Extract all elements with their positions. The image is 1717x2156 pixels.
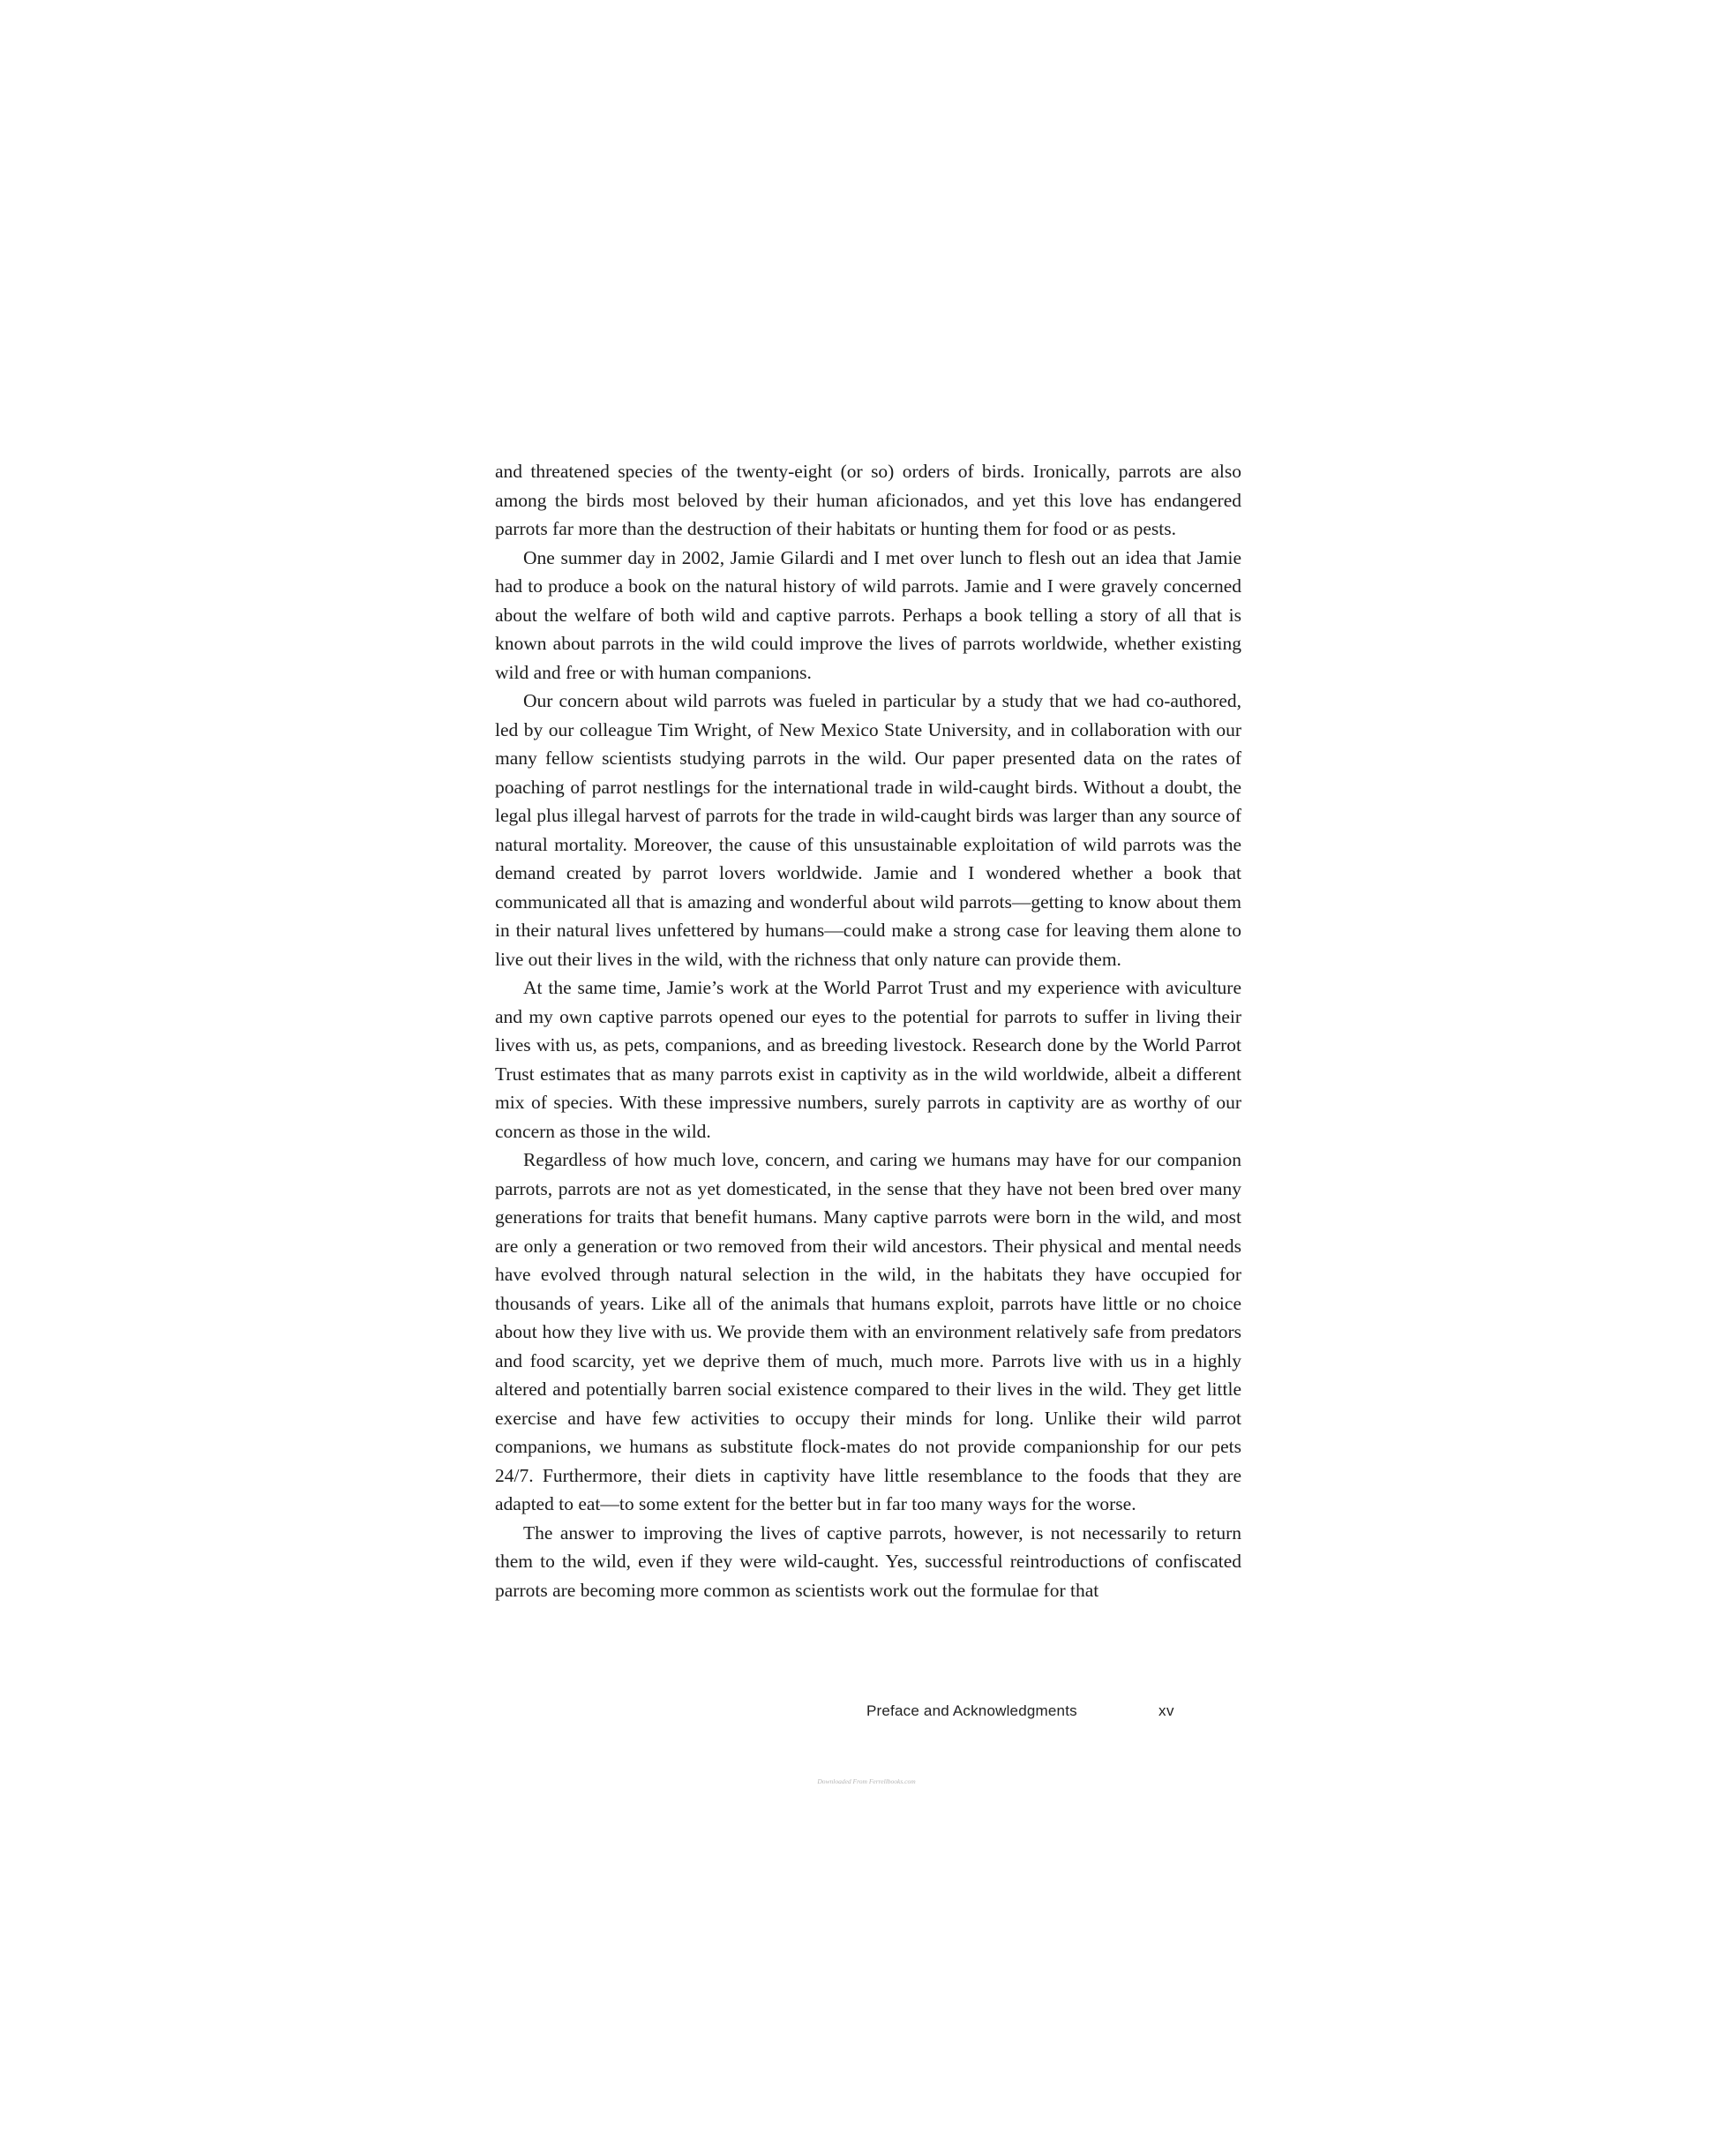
page-number: xv [1158, 1702, 1174, 1719]
download-watermark: Downloaded From Ferrellbooks.com [817, 1777, 916, 1785]
paragraph: At the same time, Jamie’s work at the World Parrot Trust and my experience with aviculture and my own captive parrots opened our eyes to the potential for parrots to suffer in living their lives with us, as pets, companions, and as breeding livestock. Research done by the World Parrot Trust estimates that as many parrots exist in captivity as in the wild worldwide, albeit a different mix of species. With these impressive numbers, surely parrots in captivity are as worthy of our concern as those in the wild. [495, 977, 1241, 1142]
paragraph: Our concern about wild parrots was fueled in particular by a study that we had co-authored, led by our colleague Tim Wright, of New Mexico State University, and in collaboration with our many fellow scientists studying parrots in the wild. Our paper presented data on the rates of poaching of parrot nestlings for the international trade in wild-caught birds. Without a doubt, the legal plus illegal harvest of parrots for the trade in wild-caught birds was larger than any source of natural mortality. Moreover, the cause of this unsustainable exploitation of wild parrots was the demand created by parrot lovers worldwide. Jamie and I wondered whether a book that communicated all that is amazing and wonderful about wild parrots—getting to know about them in their natural lives unfettered by humans—could make a strong case for leaving them alone to live out their lives in the wild, with the richness that only nature can provide them. [495, 690, 1241, 970]
paragraph: Regardless of how much love, concern, and caring we humans may have for our companion parrots, parrots are not as yet domesticated, in the sense that they have not been bred over many generations for traits that benefit humans. Many captive parrots were born in the wild, and most are only a generation or two removed from their wild ancestors. Their physical and mental needs have evolved through natural selection in the wild, in the habitats they have occupied for thousands of years. Like all of the animals that humans exploit, parrots have little or no choice about how they live with us. We provide them with an environment relatively safe from predators and food scarcity, yet we deprive them of much, much more. Parrots live with us in a highly altered and potentially barren social existence compared to their lives in the wild. They get little exercise and have few activities to occupy their minds for long. Unlike their wild parrot companions, we humans as substitute flock-mates do not provide companionship for our pets 24/7. Furthermore, their diets in captivity have little resemblance to the foods that they are adapted to eat—to some extent for the better but in far too many ways for the worse. [495, 1149, 1241, 1514]
paragraph: One summer day in 2002, Jamie Gilardi and I met over lunch to flesh out an idea that Jamie had to produce a book on the natural history of wild parrots. Jamie and I were gravely concerned about the welfare of both wild and captive parrots. Perhaps a book telling a story of all that is known about parrots in the wild could improve the lives of parrots worldwide, whether existing wild and free or with human companions. [495, 546, 1241, 683]
paragraph: The answer to improving the lives of captive parrots, however, is not necessarily to return them to the wild, even if they were wild-caught. Yes, successful reintroductions of confiscated parrots are becoming more common as scientists work out the formulae for that [495, 1521, 1241, 1601]
paragraph-continued: and threatened species of the twenty-eight (or so) orders of birds. Ironically, parrots are also among the birds most beloved by their human aficionados, and yet this love has endangered parrots far more than the destruction of their habitats or hunting them for food or as pests. [495, 461, 1241, 539]
body-text [495, 457, 1241, 1604]
running-footer-title: Preface and Acknowledgments [866, 1702, 1077, 1719]
